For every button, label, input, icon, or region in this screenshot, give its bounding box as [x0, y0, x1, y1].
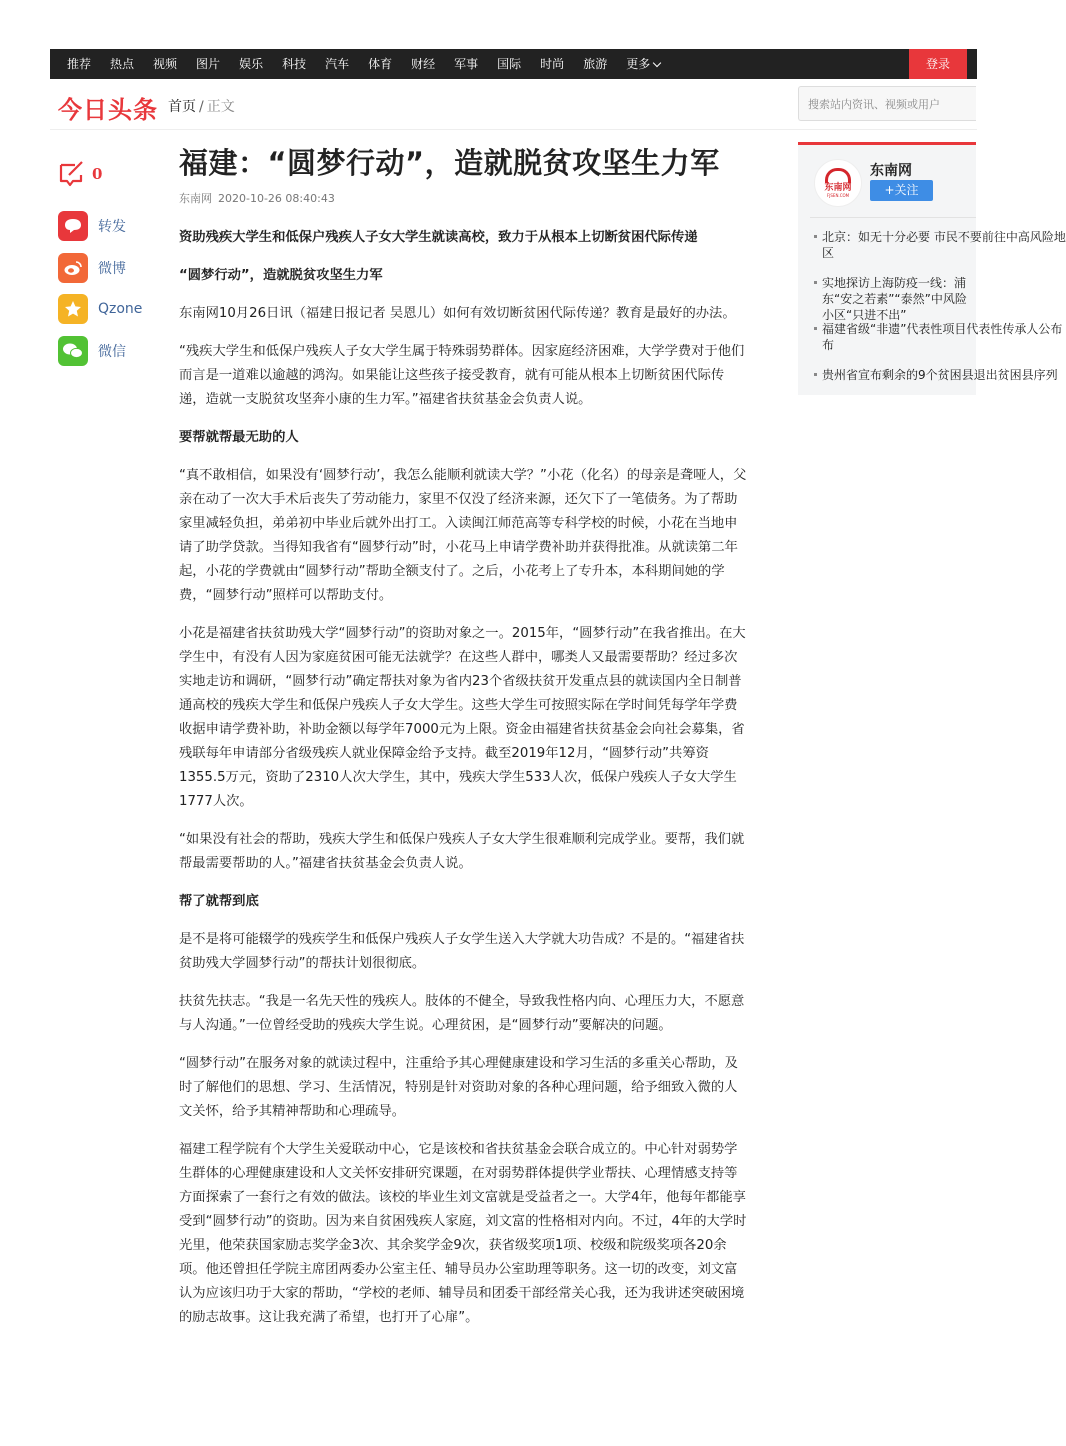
news-line: 实地探访上海防疫一线：浦东“安之若素”“泰然”中风险小区“只进不出”: [822, 276, 967, 322]
breadcrumb-home[interactable]: 首页: [168, 99, 196, 115]
share-weibo[interactable]: [58, 253, 126, 283]
author-card: [798, 142, 1066, 395]
comment-icon: [58, 160, 86, 188]
comment-button[interactable]: [58, 160, 102, 188]
share-forward-label: 转发: [98, 219, 126, 235]
share-weibo-label: 微博: [98, 261, 126, 277]
related-news-item[interactable]: [814, 275, 984, 322]
nav-more-label: 更多: [626, 57, 651, 71]
article-paragraph: 是不是将可能辍学的残疾学生和低保户残疾人子女学生送入大学就大功告成？不是的。“福建省扶贫助残大学圆梦行动”的帮扶计划很彻底。: [179, 932, 745, 971]
article-paragraph: “真不敢相信，如果没有‘圆梦行动’，我怎么能顺利就读大学？”小花（化名）的母亲是聋哑人，父亲在动了一次大手术后丧失了劳动能力，家里不仅没了经济来源，还欠下了一笔债务。为了帮助家里减轻负担，弟弟初中毕业后就外出打工。入读闽江师范高等专科学校的时候，小花在当地申请了助学贷款。当得知我省有“圆梦行动”时，小花马上申请学费补助并获得批准。从就读第二年起，小花的学费就由“圆梦行动”帮助全额支付了。之后，小花考上了专升本，本科期间她的学费，“圆梦行动”照样可以帮助支付。: [179, 468, 747, 603]
related-news-item[interactable]: [814, 367, 1058, 383]
news-line: 区: [822, 246, 835, 260]
article-paragraph: 小花是福建省扶贫助残大学“圆梦行动”的资助对象之一。2015年，“圆梦行动”在我省推出。在大学生中，有没有人因为家庭贫困可能无法就学？在这些人群中，哪类人又最需要帮助？经过多次实地走访和调研，“圆梦行动”确定帮扶对象为省内23个省级扶贫开发重点县的就读国内全日制普通高校的残疾大学生和低保户残疾人子女大学生。这些大学生可按照实际在学时间凭每学年学费收据申请学费补助，补助金额以每学年7000元为上限。资金由福建省扶贫基金会向社会募集，省残联每年申请部分省级残疾人就业保障金给予支持。截至2019年12月，“圆梦行动”共筹资1355.5万元，资助了2310人次大学生，其中，残疾大学生533人次，低保户残疾人子女大学生1777人次。: [179, 626, 746, 809]
related-news-item[interactable]: [814, 321, 1063, 353]
forward-icon: [58, 211, 88, 241]
nav-item-auto[interactable]: 汽车: [325, 57, 350, 71]
wechat-icon: [58, 336, 88, 366]
nav-item-pictures[interactable]: 图片: [196, 57, 221, 71]
share-wechat-label: 微信: [98, 344, 126, 360]
sidebar-divider: [810, 217, 976, 218]
article-paragraph: “如果没有社会的帮助，残疾大学生和低保户残疾人子女大学生很难顺利完成学业。要帮，我们就帮最需要帮助的人。”福建省扶贫基金会负责人说。: [179, 832, 745, 871]
logo-swirl-icon: [825, 168, 851, 183]
article-title: 福建：“圆梦行动”，造就脱贫攻坚生力军: [179, 146, 720, 180]
nav-item-tech[interactable]: 科技: [282, 57, 307, 71]
article-paragraph: 东南网10月26日讯（福建日报记者 吴恩儿）如何有效切断贫困代际传递？教育是最好的办法。: [179, 306, 736, 321]
weibo-icon: [58, 253, 88, 283]
share-wechat[interactable]: [58, 336, 126, 366]
article-meta: [179, 190, 747, 206]
share-qzone[interactable]: [58, 294, 142, 324]
avatar-text: 东南网: [824, 183, 852, 193]
nav-item-finance[interactable]: 财经: [411, 57, 436, 71]
article-paragraph: “圆梦行动”在服务对象的就读过程中，注重给予其心理健康建设和学习生活的多重关心帮助，及时了解他们的思想、学习、生活情况，特别是针对资助对象的各种心理问题，给予细致入微的人文关怀，给予其精神帮助和心理疏导。: [179, 1056, 738, 1119]
related-news-list: [814, 229, 1066, 397]
avatar[interactable]: [814, 159, 862, 207]
comment-count: 0: [92, 165, 103, 183]
channel-nav: [67, 49, 679, 79]
nav-item-military[interactable]: 军事: [454, 57, 479, 71]
search-input[interactable]: 搜索站内资讯、视频或用户: [798, 86, 976, 121]
nav-item-more[interactable]: [626, 49, 660, 79]
breadcrumb-current: 正文: [206, 99, 235, 115]
nav-item-travel[interactable]: 旅游: [583, 57, 608, 71]
news-line: 布: [822, 338, 835, 352]
share-forward[interactable]: [58, 211, 126, 241]
header-divider: [50, 129, 977, 130]
nav-item-recommend[interactable]: 推荐: [67, 57, 92, 71]
news-line: 北京：如无十分必要 市民不要前往中高风险地: [822, 230, 1066, 244]
related-news-item[interactable]: [814, 229, 1066, 261]
article-paragraph: “残疾大学生和低保户残疾人子女大学生属于特殊弱势群体。因家庭经济困难，大学学费对于他们而言是一道难以逾越的鸿沟。如果能让这些孩子接受教育，就有可能从根本上切断贫困代际传递，造就一支脱贫攻坚奔小康的生力军。”福建省扶贫基金会负责人说。: [179, 344, 745, 407]
nav-item-video[interactable]: 视频: [153, 57, 178, 71]
site-logo[interactable]: 今日头条: [58, 96, 158, 124]
news-line: 福建省级“非遗”代表性项目代表性传承人公布: [822, 322, 1063, 336]
nav-item-hot[interactable]: 热点: [110, 57, 135, 71]
article-time: 2020-10-26 08:40:43: [218, 192, 335, 205]
article-source[interactable]: 东南网: [179, 192, 212, 205]
chevron-down-icon: [653, 58, 661, 66]
nav-item-fashion[interactable]: 时尚: [540, 57, 565, 71]
follow-button[interactable]: +关注: [870, 180, 933, 201]
nav-item-sports[interactable]: 体育: [368, 57, 393, 71]
author-name[interactable]: 东南网: [870, 163, 912, 179]
nav-item-international[interactable]: 国际: [497, 57, 522, 71]
article: [179, 144, 747, 1330]
login-button[interactable]: 登录: [909, 49, 967, 79]
news-line: 贵州省宣布剩余的9个贫困县退出贫困县序列: [822, 368, 1058, 382]
section-heading: 帮了就帮到底: [179, 894, 259, 909]
breadcrumb: [168, 96, 235, 116]
article-subtitle: “圆梦行动”，造就脱贫攻坚生力军: [179, 268, 383, 283]
qzone-icon: [58, 294, 88, 324]
share-qzone-label: Qzone: [98, 301, 143, 317]
article-paragraph: 扶贫先扶志。“我是一名先天性的残疾人。肢体的不健全，导致我性格内向、心理压力大，不愿意与人沟通。”一位曾经受助的残疾大学生说。心理贫困，是“圆梦行动”要解决的问题。: [179, 994, 745, 1033]
article-paragraph: 福建工程学院有个大学生关爱联动中心，它是该校和省扶贫基金会联合成立的。中心针对弱势学生群体的心理健康建设和人文关怀安排研究课题，在对弱势群体提供学业帮扶、心理情感支持等方面探索了一套行之有效的做法。该校的毕业生刘文富就是受益者之一。大学4年，他每年都能享受到“圆梦行动”的资助。因为来自贫困残疾人家庭，刘文富的性格相对内向。不过，4年的大学时光里，他荣获国家励志奖学金3次、其余奖学金9次，获省级奖项1项、校级和院级奖项各20余项。他还曾担任学院主席团两委办公室主任、辅导员办公室助理等职务。这一切的改变，刘文富认为应该归功于大家的帮助，“学校的老师、辅导员和团委干部经常关心我，还为我讲述突破困境的励志故事。这让我充满了希望，也打开了心扉”。: [179, 1142, 747, 1325]
article-lead: 资助残疾大学生和低保户残疾人子女大学生就读高校，致力于从根本上切断贫困代际传递: [179, 230, 698, 245]
breadcrumb-separator: /: [199, 99, 204, 115]
avatar-subtext: FJSEN.COM: [826, 193, 850, 198]
section-heading: 要帮就帮最无助的人: [179, 430, 299, 445]
top-nav-bar: [50, 49, 977, 79]
nav-item-entertainment[interactable]: 娱乐: [239, 57, 264, 71]
